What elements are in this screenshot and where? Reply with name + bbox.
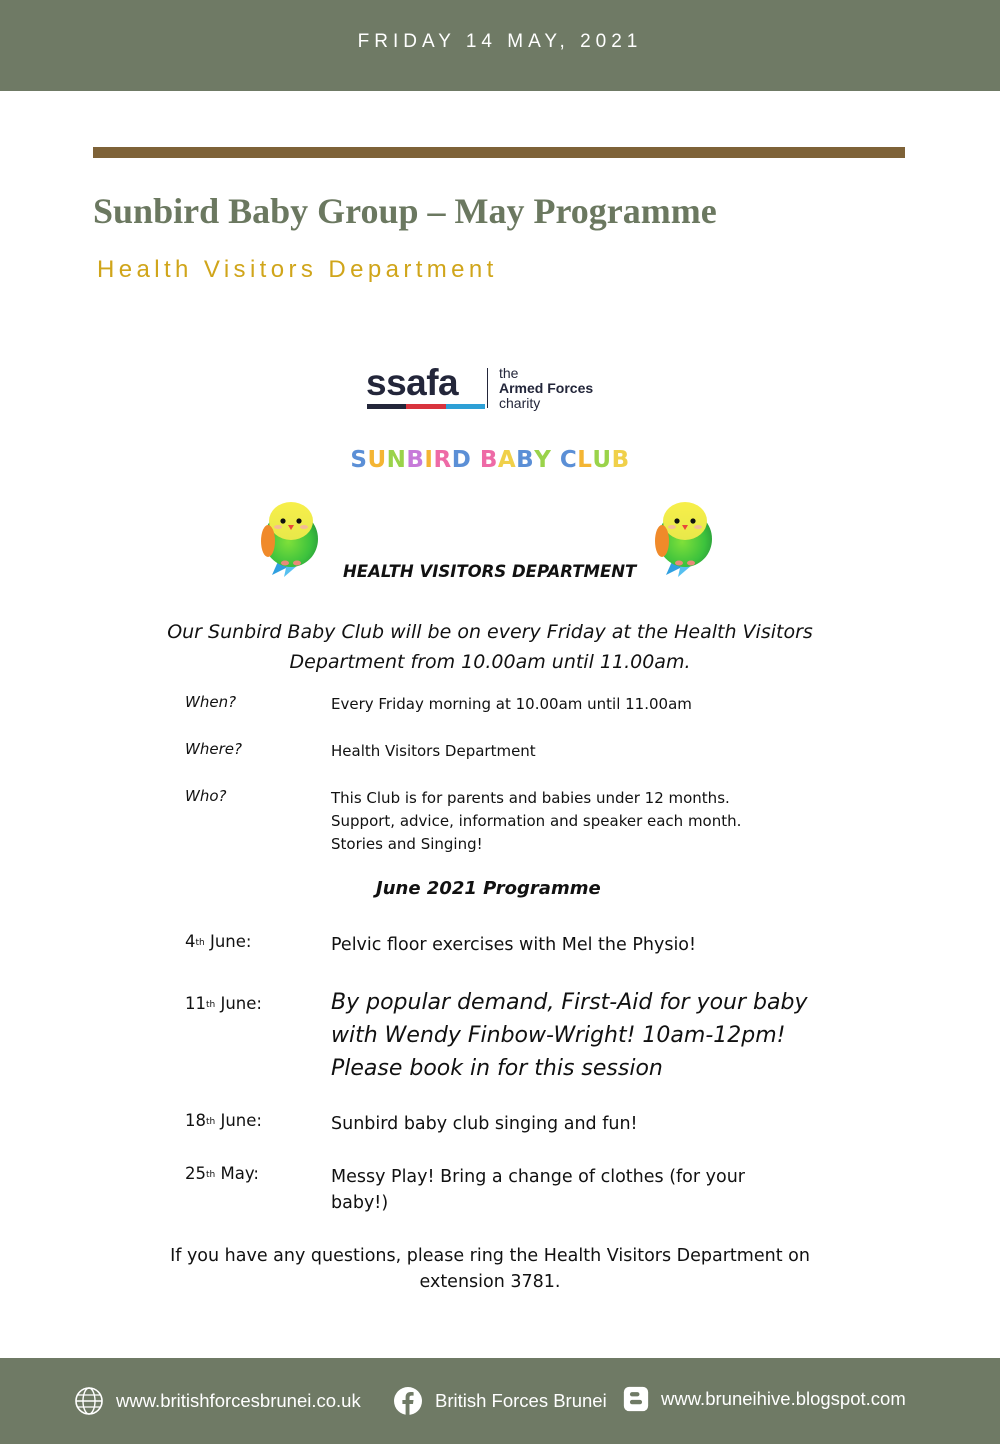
page-subtitle: Health Visitors Department bbox=[97, 256, 498, 283]
club-title-letter bbox=[551, 447, 560, 473]
club-title-letter: B bbox=[611, 447, 630, 473]
logo-color-bars bbox=[367, 404, 485, 409]
intro-text: Our Sunbird Baby Club will be on every Friday at the Health Visitors Department from 10.00am until 11.00am. bbox=[167, 621, 813, 673]
club-title-letter bbox=[471, 447, 480, 473]
programme-event: Sunbird baby club singing and fun! bbox=[331, 1114, 638, 1134]
programme-event: Messy Play! Bring a change of clothes (for your baby!) bbox=[331, 1167, 745, 1213]
detail-label: When? bbox=[185, 693, 237, 711]
footer-blog-link[interactable] bbox=[623, 1386, 906, 1412]
budgie-icon bbox=[652, 497, 718, 579]
detail-label: Where? bbox=[185, 740, 242, 758]
detail-value-line: Stories and Singing! bbox=[331, 835, 483, 853]
detail-label: Who? bbox=[185, 787, 227, 805]
logo-tagline bbox=[499, 366, 593, 411]
club-title bbox=[0, 447, 980, 473]
programme-date: 4th June: bbox=[185, 932, 252, 951]
club-title-letter: I bbox=[424, 447, 434, 473]
club-title-letter: N bbox=[386, 447, 407, 473]
club-title-letter: A bbox=[497, 447, 517, 473]
footer-website-link[interactable] bbox=[74, 1386, 361, 1416]
detail-value-line: This Club is for parents and babies under 12 months. bbox=[331, 789, 730, 807]
logo-tagline-line: charity bbox=[499, 395, 541, 411]
logo-tagline-line: the bbox=[499, 365, 519, 381]
budgie-icon bbox=[258, 497, 324, 579]
club-title-letter: D bbox=[451, 447, 472, 473]
detail-value bbox=[331, 787, 811, 856]
programme-date: 18th June: bbox=[185, 1111, 262, 1130]
club-title-letter: B bbox=[406, 447, 425, 473]
blogger-icon bbox=[623, 1386, 649, 1412]
footer-bar bbox=[0, 1358, 1000, 1444]
logo-tagline-line: Armed Forces bbox=[499, 380, 594, 396]
facebook-icon bbox=[393, 1386, 423, 1416]
club-title-letter: Y bbox=[534, 447, 552, 473]
footer-website-text: www.britishforcesbrunei.co.uk bbox=[116, 1390, 361, 1411]
logo-separator bbox=[487, 368, 488, 408]
club-title-letter: U bbox=[592, 447, 612, 473]
club-title-letter: U bbox=[367, 447, 387, 473]
department-heading: HEALTH VISITORS DEPARTMENT bbox=[343, 562, 637, 581]
club-title-letter: R bbox=[433, 447, 452, 473]
programme-event: Pelvic floor exercises with Mel the Physio! bbox=[331, 935, 697, 955]
globe-icon bbox=[74, 1386, 104, 1416]
club-title-letter: B bbox=[516, 447, 535, 473]
programme-title: June 2021 Programme bbox=[376, 878, 601, 899]
detail-value: Every Friday morning at 10.00am until 11.00am bbox=[331, 695, 692, 713]
club-title-letter: S bbox=[350, 447, 368, 473]
closing-text: If you have any questions, please ring the Health Visitors Department on extension 3781. bbox=[170, 1246, 810, 1292]
issue-date: FRIDAY 14 MAY, 2021 bbox=[357, 30, 643, 52]
footer-facebook-link[interactable] bbox=[393, 1386, 607, 1416]
footer-blog-text: www.bruneihive.blogspot.com bbox=[661, 1388, 906, 1409]
club-title-letter: L bbox=[577, 447, 593, 473]
club-title-letter: C bbox=[559, 447, 578, 473]
logo-wordmark: ssafa bbox=[366, 362, 459, 403]
title-divider bbox=[93, 147, 905, 158]
detail-value: Health Visitors Department bbox=[331, 742, 536, 760]
ssafa-logo bbox=[366, 362, 636, 414]
club-title-letter: B bbox=[479, 447, 498, 473]
programme-event: By popular demand, First-Aid for your baby with Wendy Finbow-Wright! 10am-12pm! Please book in for this session bbox=[331, 990, 808, 1081]
footer-facebook-text: British Forces Brunei bbox=[435, 1390, 607, 1411]
header-bar bbox=[0, 0, 1000, 91]
programme-date: 11th June: bbox=[185, 994, 262, 1013]
programme-date: 25th May: bbox=[185, 1164, 259, 1183]
detail-value-line: Support, advice, information and speaker each month. bbox=[331, 812, 742, 830]
page-title: Sunbird Baby Group – May Programme bbox=[93, 191, 717, 231]
